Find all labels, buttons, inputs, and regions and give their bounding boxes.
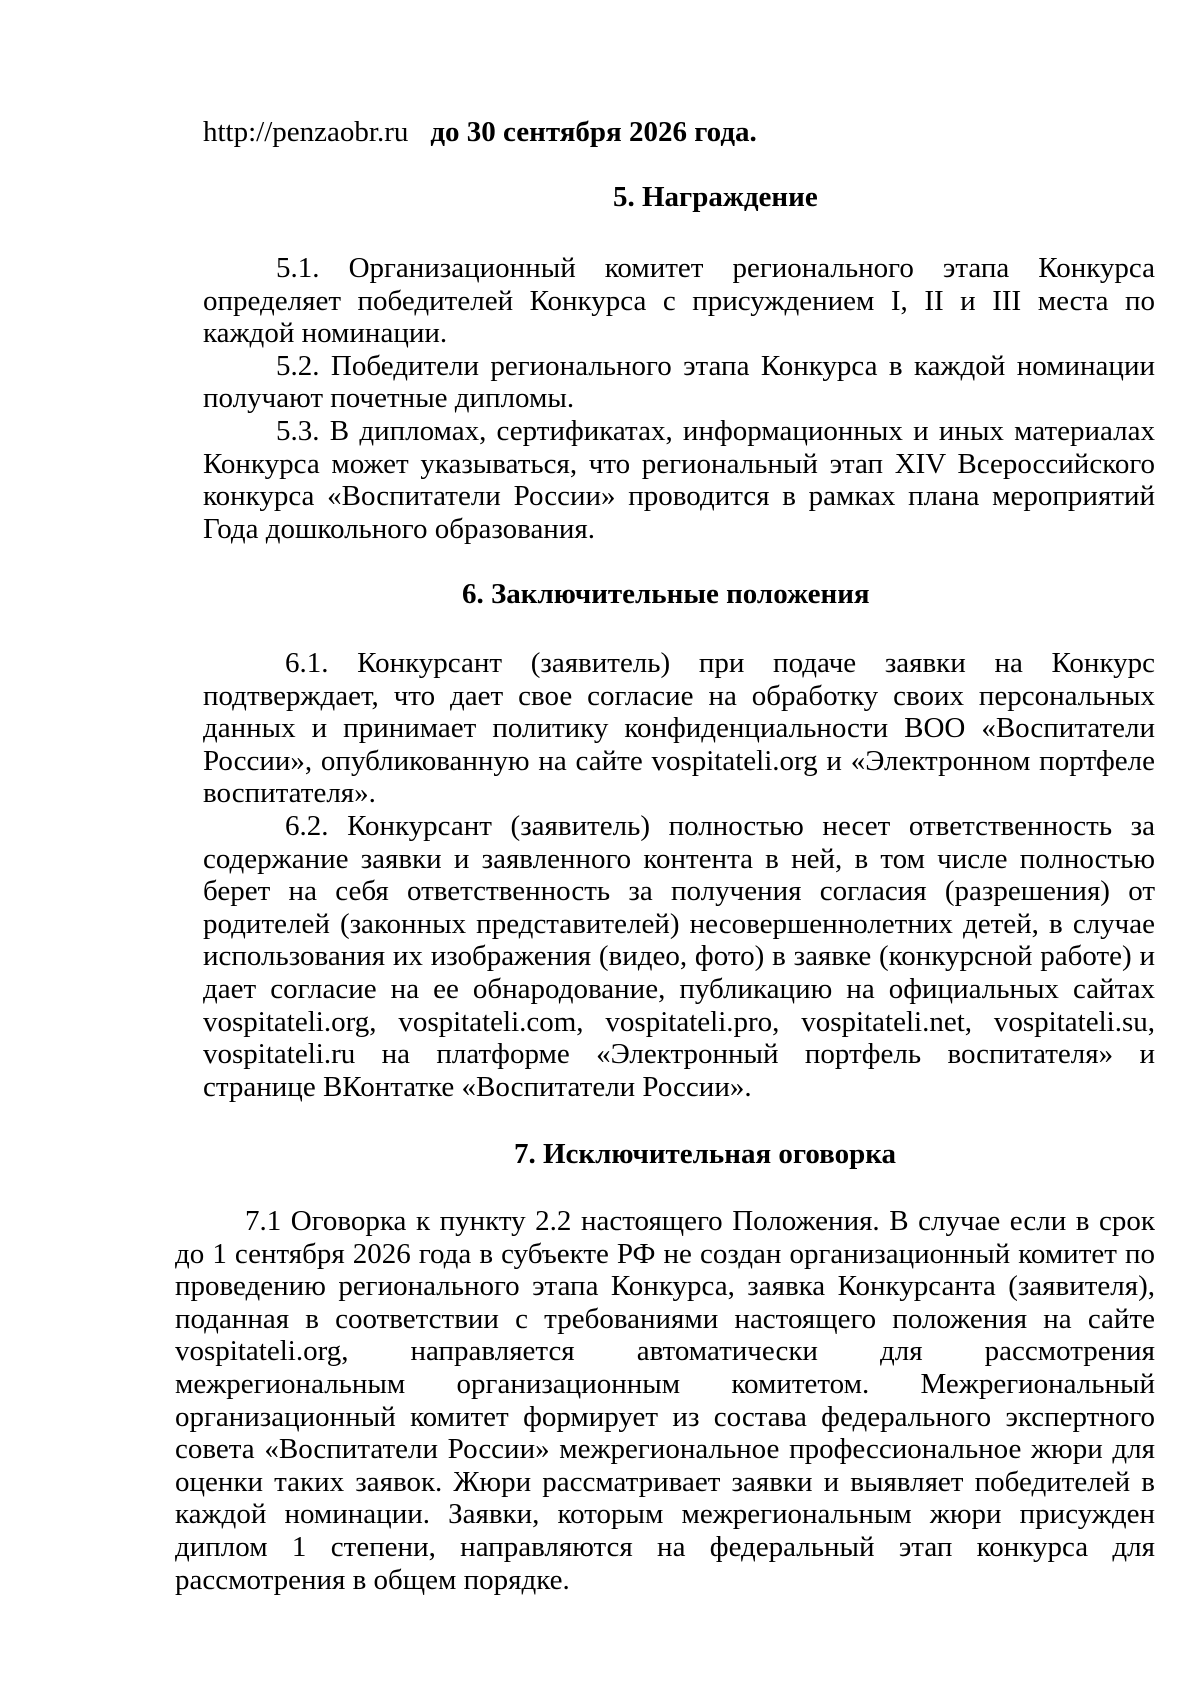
paragraph-5-2: 5.2. Победители регионального этапа Конкурса в каждой номинации получают почетные дипломы. [203, 349, 1155, 415]
paragraph-6-2: 6.2. Конкурсант (заявитель) полностью несет ответственность за содержание заявки и заявленного контента в ней, в том числе полностью берет на себя ответственность за получения согласия (разрешения) от родителей (законных представителей) несовершеннолетних детей, в случае использования их изображения (видео, фото) в заявке (конкурсной работе) и дает согласие на ее обнародование, публикацию на официальных сайтах vospitateli.org, vospitateli.com, vospitateli.pro, vospitateli.net, vospitateli.su, vospitateli.ru на платформе «Электронный портфель воспитателя» и странице ВКонтатке «Воспитатели России». [203, 809, 1155, 1103]
intro-line [203, 116, 757, 149]
intro-deadline: до 30 сентября 2026 года. [430, 116, 757, 148]
section-7-body [175, 1205, 1155, 1596]
section-5-title: 5. Награждение [613, 181, 818, 213]
section-7-title: 7. Исключительная оговорка [514, 1138, 896, 1170]
intro-url: http://penzaobr.ru [203, 116, 409, 148]
section-6-body [203, 647, 1155, 1103]
section-6-title: 6. Заключительные положения [462, 578, 870, 610]
section-5-body [203, 252, 1155, 545]
paragraph-6-1: 6.1. Конкурсант (заявитель) при подаче заявки на Конкурс подтверждает, что дает свое согласие на обработку своих персональных данных и принимает политику конфиденциальности ВОО «Воспитатели России», опубликованную на сайте vospitateli.org и «Электронном портфеле воспитателя». [203, 647, 1155, 810]
paragraph-5-1: 5.1. Организационный комитет регионального этапа Конкурса определяет победителей Конкурса с присуждением I, II и III места по каждой номинации. [203, 252, 1155, 350]
paragraph-7-1: 7.1 Оговорка к пункту 2.2 настоящего Положения. В случае если в срок до 1 сентября 2026 года в субъекте РФ не создан организационный комитет по проведению регионального этапа Конкурса, заявка Конкурсанта (заявителя), поданная в соответствии с требованиями настоящего положения на сайте vospitateli.org, направляется автоматически для рассмотрения межрегиональным организационным комитетом. Межрегиональный организационный комитет формирует из состава федерального экспертного совета «Воспитатели России» межрегиональное профессиональное жюри для оценки таких заявок. Жюри рассматривает заявки и выявляет победителей в каждой номинации. Заявки, которым межрегиональным жюри присужден диплом 1 степени, направляются на федеральный этап конкурса для рассмотрения в общем порядке. [175, 1205, 1155, 1596]
paragraph-5-3: 5.3. В дипломах, сертификатах, информационных и иных материалах Конкурса может указываться, что региональный этап XIV Всероссийского конкурса «Воспитатели России» проводится в рамках плана мероприятий Года дошкольного образования. [203, 414, 1155, 545]
